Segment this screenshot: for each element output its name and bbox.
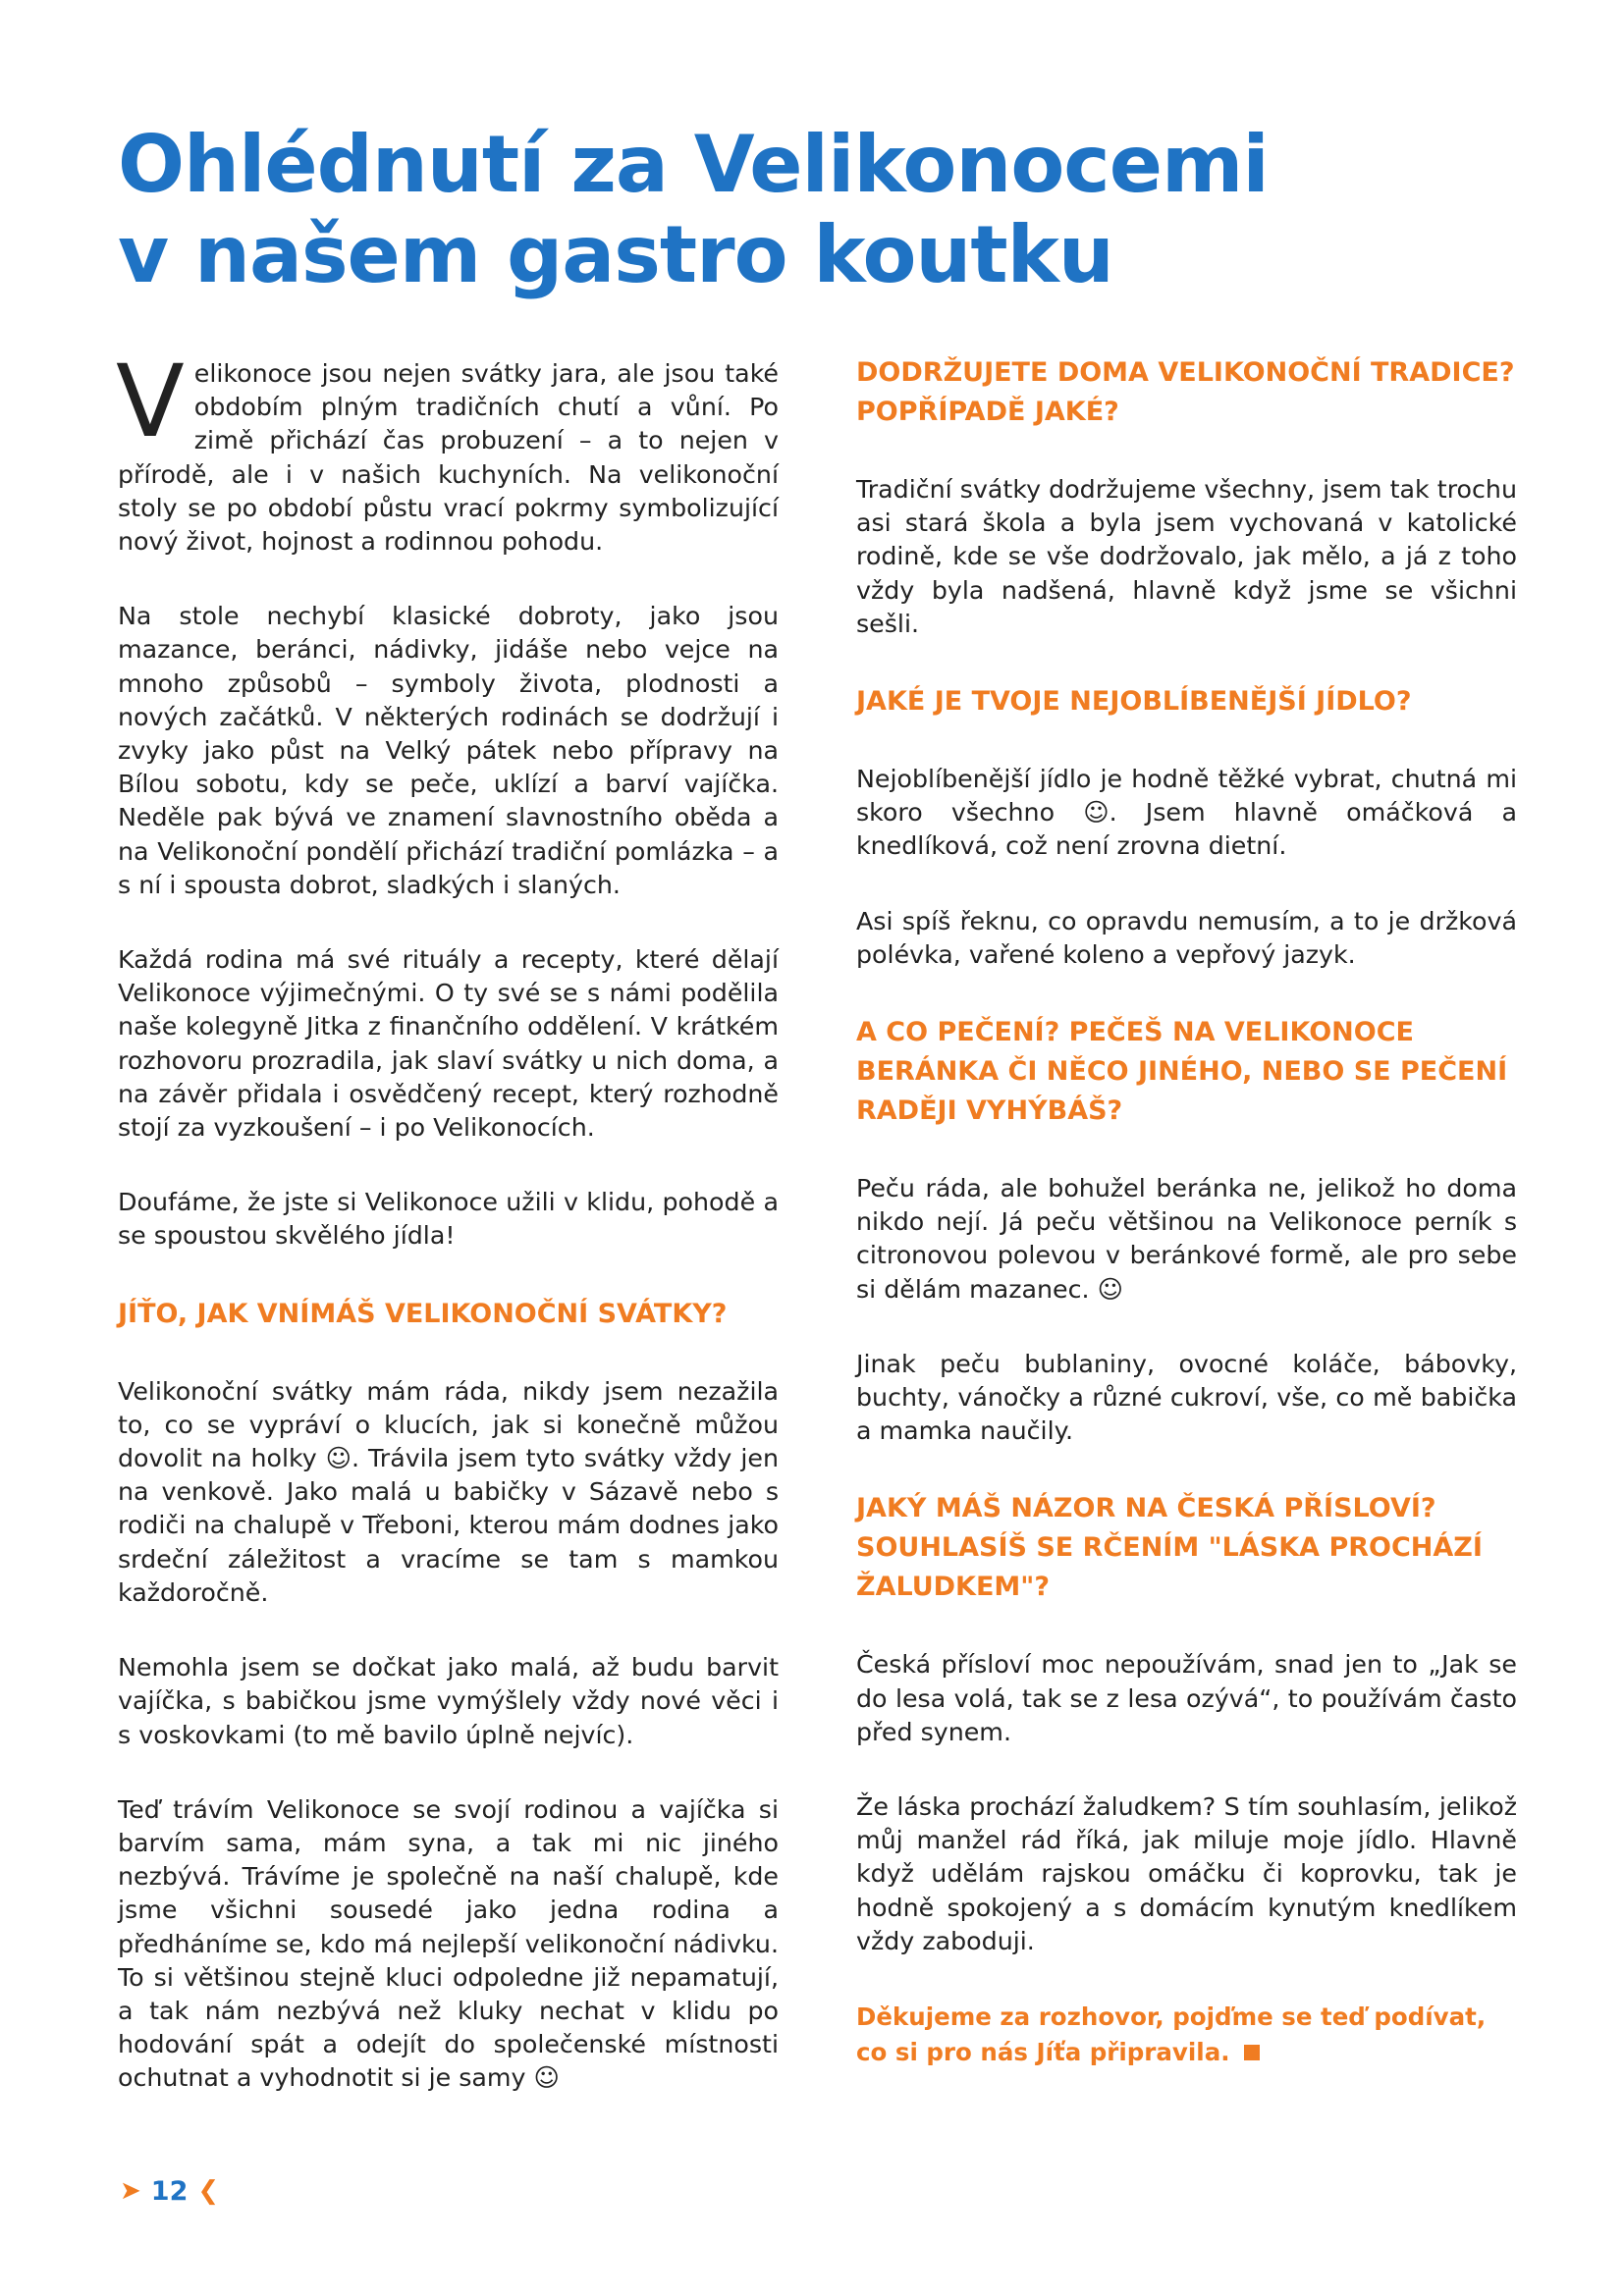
- page-footer: [120, 2171, 219, 2211]
- page-title-line-1: Ohlédnutí za Velikonocemi: [118, 119, 1269, 210]
- answer-1-paragraph-3: Teď trávím Velikonoce se svojí rodinou a vajíčka si barvím sama, mám syna, a tak mi nic jiného nezbývá. Trávíme je společně na naší chalupě, kde jsme všichni sousedé jako jedna rodina a předháníme se, kdo má nejlepší velikonoční nádivku. To si většinou stejně kluci odpoledne již nepamatují, a tak nám nezbývá než kluky nechat v klidu po hodování spát a odejít do společenské místnosti ochutnat a vyhodnotit si je samy ☺: [118, 1794, 779, 2093]
- end-mark-square-icon: [1244, 2045, 1260, 2060]
- question-heading-5: JAKÝ MÁŠ NÁZOR NA ČESKÁ PŘÍSLOVÍ? SOUHLASÍŠ SE RČENÍM "LÁSKA PROCHÁZÍ ŽALUDKEM"?: [856, 1493, 1483, 1603]
- intro-paragraph-3: Každá rodina má své rituály a recepty, které dělají Velikonoce výjimečnými. O ty své se s námi podělila naše kolegyně Jitka z finančního oddělení. V krátkém rozhovoru prozradila, jak slaví svátky u nich doma, a na závěr přidala i osvědčený recept, který rozhodně stojí za vyzkoušení – i po Velikonocích.: [118, 945, 779, 1143]
- closing-note: [856, 2000, 1517, 2070]
- answer-3-paragraph-1: Nejoblíbenější jídlo je hodně těžké vybrat, chutná mi skoro všechno ☺. Jsem hlavně omáčková a knedlíková, což není zrovna dietní.: [856, 765, 1517, 861]
- right-column: [856, 357, 1517, 2070]
- page-title-line-2: v našem gastro koutku: [118, 209, 1113, 300]
- answer-1-paragraph-1: Velikonoční svátky mám ráda, nikdy jsem nezažila to, co se vypráví o klucích, jak si konečně můžou dovolit na holky ☺. Trávila jsem tyto svátky vždy jen na venkově. Jako malá u babičky v Sázavě nebo s rodiči na chalupě v Třeboni, kterou mám dodnes jako srdeční záležitost a vracíme se tam s mamkou každoročně.: [118, 1376, 779, 1607]
- answer-1-paragraph-2: Nemohla jsem se dočkat jako malá, až budu barvit vajíčka, s babičkou jsme vymýšlely vždy nové věci i s voskovkami (to mě bavilo úplně nejvíc).: [118, 1653, 779, 1749]
- arrow-left-icon: ❮: [197, 2176, 220, 2206]
- closing-note-text: Děkujeme za rozhovor, pojďme se teď podívat, co si pro nás Jíťa připravila.: [856, 2002, 1487, 2067]
- left-column: [116, 344, 779, 2137]
- intro-paragraph-1: [116, 344, 779, 559]
- answer-4-paragraph-2: Jinak peču bublaniny, ovocné koláče, bábovky, buchty, vánočky a různé cukroví, vše, co mě babička a mamka naučily.: [856, 1349, 1517, 1446]
- intro-paragraph-1-text: elikonoce jsou nejen svátky jara, ale jsou také obdobím plným tradičních chutí a vůní. Po zimě přichází čas probuzení – a to nejen v přírodě, ale i v našich kuchyních. Na velikonoční stoly se po období půstu vrací pokrmy symbolizující nový život, hojnost a rodinnou pohodu.: [118, 359, 779, 557]
- intro-paragraph-2: Na stole nechybí klasické dobroty, jako jsou mazance, beránci, nádivky, jidáše nebo vejce na mnoho způsobů – symboly života, plodnosti a nových začátků. V některých rodinách se dodržují i zvyky jako půst na Velký pátek nebo přípravy na Bílou sobotu, kdy se peče, uklízí a barví vajíčka. Neděle pak bývá ve znamení slavnostního oběda a na Velikonoční pondělí přichází tradiční pomlázka – a s ní i spousta dobrot, sladkých i slaných.: [118, 602, 779, 899]
- question-heading-1: JÍŤO, JAK VNÍMÁŠ VELIKONOČNÍ SVÁTKY?: [118, 1298, 728, 1329]
- question-heading-2: DODRŽUJETE DOMA VELIKONOČNÍ TRADICE? POPŘÍPADĚ JAKÉ?: [856, 357, 1515, 427]
- page-title: [118, 120, 1492, 300]
- question-heading-4: A CO PEČENÍ? PEČEŠ NA VELIKONOCE BERÁNKA ČI NĚCO JINÉHO, NEBO SE PEČENÍ RADĚJI VYHÝBÁŠ?: [856, 1017, 1508, 1127]
- answer-5-paragraph-2: Že láska prochází žaludkem? S tím souhlasím, jelikož můj manžel rád říká, jak miluje moje jídlo. Hlavně když udělám rajskou omáčku či koprovku, tak je hodně spokojený a s domácím kynutým knedlíkem vždy zaboduji.: [856, 1792, 1517, 1955]
- drop-cap: V: [116, 344, 185, 460]
- answer-5-paragraph-1: Česká přísloví moc nepoužívám, snad jen to „Jak se do lesa volá, tak se z lesa ozývá“, to používám často před synem.: [856, 1650, 1517, 1746]
- intro-paragraph-4: Doufáme, že jste si Velikonoce užili v klidu, pohodě a se spoustou skvělého jídla!: [118, 1188, 779, 1251]
- arrow-right-icon: ➤: [120, 2176, 141, 2206]
- answer-3-paragraph-2: Asi spíš řeknu, co opravdu nemusím, a to je držková polévka, vařené koleno a vepřový jazyk.: [856, 906, 1517, 969]
- answer-4-paragraph-1: Peču ráda, ale bohužel beránka ne, jelikož ho doma nikdo nejí. Já peču většinou na Velikonoce perník s citronovou polevou v beránkové formě, ale pro sebe si dělám mazanec. ☺: [856, 1174, 1517, 1304]
- page-number: 12: [150, 2175, 189, 2207]
- question-heading-3: JAKÉ JE TVOJE NEJOBLÍBENĚJŠÍ JÍDLO?: [856, 686, 1412, 718]
- answer-2-paragraph-1: Tradiční svátky dodržujeme všechny, jsem tak trochu asi stará škola a byla jsem vychovaná v katolické rodině, kde se vše dodržovalo, jak mělo, a já z toho vždy byla nadšená, hlavně když jsme se všichni sešli.: [856, 475, 1517, 638]
